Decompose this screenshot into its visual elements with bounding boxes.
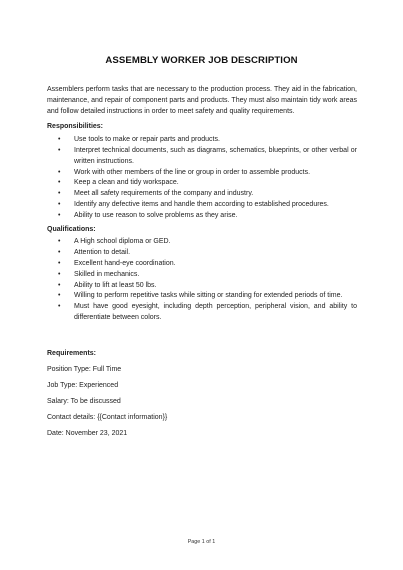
list-item [47,248,357,259]
list-item [47,146,357,168]
bullet-icon: • [58,211,61,219]
salary: Salary: To be discussed [47,397,121,405]
list-item-text: Skilled in mechanics. [74,270,140,278]
contact-details: Contact details: {{Contact information}} [47,413,168,421]
list-item [47,291,357,302]
bullet-icon: • [58,136,61,144]
bullet-icon: • [58,190,61,198]
list-item [47,211,357,222]
requirements-section [47,349,357,440]
date: Date: November 23, 2021 [47,429,128,437]
list-item [47,168,357,179]
page-title: ASSEMBLY WORKER JOB DESCRIPTION [105,55,298,66]
bullet-icon: • [58,146,61,154]
bullet-icon: • [58,200,61,208]
bullet-icon: • [58,270,61,278]
list-item [47,259,357,270]
job-type: Job Type: Experienced [47,381,119,389]
bullet-icon: • [58,259,61,267]
list-item-text: Interpret technical documents, such as diagrams, schematics, blueprints, or other verbal or written instructions. [74,146,357,165]
list-item-text: Keep a clean and tidy workspace. [74,179,179,187]
bullet-icon: • [58,303,61,311]
bullet-icon: • [58,292,61,300]
list-item [47,189,357,200]
list-item-text: Identify any defective items and handle them according to established procedures. [74,200,329,208]
list-item-text: Willing to perform repetitive tasks while sitting or standing for extended periods of time. [74,292,343,300]
list-item-text: Work with other members of the line or group in order to assemble products. [74,168,311,176]
list-item-text: Meet all safety requirements of the company and industry. [74,190,254,198]
list-item-text: Attention to detail. [74,249,131,257]
qualifications-list [47,237,357,323]
list-item-text: Must have good eyesight, including depth perception, peripheral vision, and ability to differentiate between colors. [74,303,357,321]
intro-paragraph: Assemblers perform tasks that are necessary to the production process. They aid in the fabrication, maintenance, and repair of component parts and products. They must also maintain tidy work areas and follow detailed instructions in order to meet safety and quality requirements. [47,86,357,115]
list-item [47,281,357,292]
list-item [47,270,357,281]
bullet-icon: • [58,281,61,289]
responsibilities-heading: Responsibilities: [47,123,104,131]
list-item-text: Use tools to make or repair parts and products. [74,136,220,144]
document-body [47,85,357,445]
list-item [47,302,357,324]
list-item [47,200,357,211]
list-item-text: A High school diploma or GED. [74,238,171,246]
requirements-heading: Requirements: [47,349,97,357]
list-item-text: Ability to use reason to solve problems as they arise. [74,211,238,219]
bullet-icon: • [58,179,61,187]
list-item-text: Ability to lift at least 50 lbs. [74,281,157,289]
list-item [47,135,357,146]
list-item [47,178,357,189]
bullet-icon: • [58,168,61,176]
responsibilities-list [47,135,357,221]
list-item-text: Excellent hand-eye coordination. [74,259,176,267]
list-item [47,237,357,248]
bullet-icon: • [58,238,61,246]
bullet-icon: • [58,249,61,257]
page-number: Page 1 of 1 [187,539,216,545]
qualifications-heading: Qualifications: [47,225,96,233]
position-type: Position Type: Full Time [47,365,122,373]
